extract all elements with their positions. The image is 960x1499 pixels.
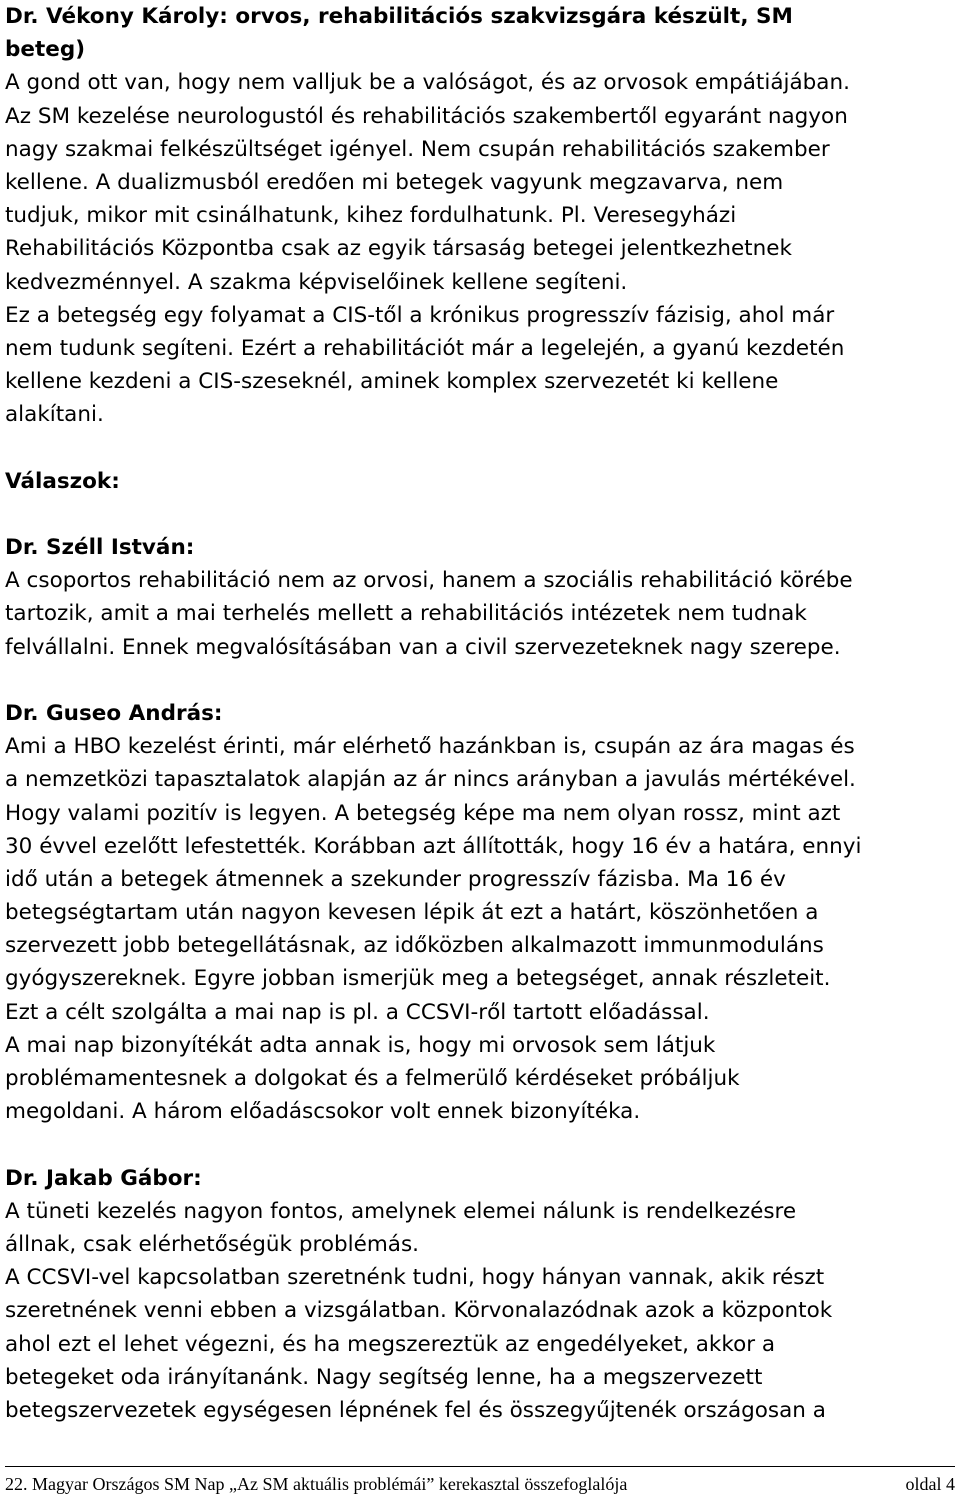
intro-title-line: beteg)	[5, 37, 86, 63]
answer-text-line: ahol ezt el lehet végezni, és ha megszereztük az engedélyeket, akkor a	[5, 1331, 776, 1357]
spacer	[5, 1128, 955, 1161]
spacer	[5, 431, 955, 464]
intro-text-line: Rehabilitációs Központba csak az egyik társaság betegei jelentkezhetnek	[5, 236, 792, 262]
answer-text-line: problémamentesnek a dolgokat és a felmerülő kérdéseket próbáljuk	[5, 1066, 740, 1091]
intro-text-line: Ez a betegség egy folyamat a CIS-től a krónikus progresszív fázisig, ahol már	[5, 302, 835, 328]
intro-text-line: kellene. A dualizmusból eredően mi betegek vagyunk megzavarva, nem	[5, 169, 784, 195]
footer-document-title: 22. Magyar Országos SM Nap „Az SM aktuális problémái” kerekasztal összefoglalója	[5, 1474, 628, 1494]
answer-text-line: A csoportos rehabilitáció nem az orvosi, hanem a szociális rehabilitáció körébe	[5, 568, 853, 594]
answer-text-line: állnak, csak elérhetőségük problémás.	[5, 1231, 420, 1257]
answer-text-line: betegszervezetek egységesen lépnének fel és összegyűjtenék országosan a	[5, 1397, 826, 1423]
answers-heading: Válaszok:	[5, 468, 120, 494]
speaker-name: Dr. Guseo András:	[5, 700, 223, 726]
document-page	[5, 0, 955, 1427]
intro-text-line: alakítani.	[5, 402, 104, 428]
answer-text-line: a nemzetközi tapasztalatok alapján az ár nincs arányban a javulás mértékével.	[5, 767, 856, 793]
answer-text-line: 30 évvel ezelőtt lefestették. Korábban azt állították, hogy 16 év a határa, ennyi	[5, 833, 862, 859]
page-footer	[5, 1466, 955, 1495]
answer-text-line: A tüneti kezelés nagyon fontos, amelynek elemei nálunk is rendelkezésre	[5, 1198, 797, 1224]
answer-text-line: A mai nap bizonyítékát adta annak is, hogy mi orvosok sem látjuk	[5, 1032, 716, 1058]
speaker-name: Dr. Széll István:	[5, 535, 195, 560]
speaker-section-szell	[5, 531, 955, 664]
intro-text-line: A gond ott van, hogy nem valljuk be a valóságot, és az orvosok empátiájában.	[5, 70, 850, 96]
spacer	[5, 498, 955, 531]
intro-text-line: kedvezménnyel. A szakma képviselőinek kellene segíteni.	[5, 269, 628, 295]
answer-text-line: gyógyszereknek. Egyre jobban ismerjük meg a betegséget, annak részleteit.	[5, 966, 831, 992]
answer-text-line: felvállalni. Ennek megvalósításában van a civil szervezeteknek nagy szerepe.	[5, 634, 841, 660]
intro-text-line: nagy szakmai felkészültséget igényel. Nem csupán rehabilitációs szakember	[5, 136, 830, 162]
intro-text-line: kellene kezdeni a CIS-szeseknél, aminek komplex szervezetét ki kellene	[5, 369, 779, 395]
answer-text-line: betegeket oda irányítanánk. Nagy segítség lenne, ha a megszervezett	[5, 1364, 763, 1390]
intro-text-line: tudjuk, mikor mit csinálhatunk, kihez fordulhatunk. Pl. Veresegyházi	[5, 203, 737, 229]
answer-text-line: idő után a betegek átmennek a szekunder progresszív fázisba. Ma 16 év	[5, 866, 786, 892]
answer-text-line: Hogy valami pozitív is legyen. A betegség képe ma nem olyan rossz, mint azt	[5, 800, 841, 826]
answer-text-line: Ami a HBO kezelést érinti, már elérhető hazánkban is, csupán az ára magas és	[5, 734, 855, 760]
answer-text-line: betegségtartam után nagyon kevesen lépik át ezt a határt, köszönhetően a	[5, 900, 819, 926]
intro-section	[5, 0, 955, 431]
intro-text-line: Az SM kezelése neurologustól és rehabilitációs szakembertől egyaránt nagyon	[5, 103, 848, 129]
answer-text-line: A CCSVI-vel kapcsolatban szeretnénk tudni, hogy hányan vannak, akik részt	[5, 1265, 825, 1291]
intro-text-line: nem tudunk segíteni. Ezért a rehabilitációt már a legelején, a gyanú kezdetén	[5, 335, 845, 361]
answer-text-line: szeretnének venni ebben a vizsgálatban. Körvonalazódnak azok a központok	[5, 1298, 833, 1324]
speaker-name: Dr. Jakab Gábor:	[5, 1165, 202, 1191]
answer-text-line: megoldani. A három előadáscsokor volt ennek bizonyítéka.	[5, 1099, 641, 1125]
speaker-section-guseo	[5, 697, 955, 1128]
spacer	[5, 664, 955, 697]
answer-text-line: Ezt a célt szolgálta a mai nap is pl. a CCSVI-ről tartott előadással.	[5, 999, 710, 1025]
answer-text-line: tartozik, amit a mai terhelés mellett a rehabilitációs intézetek nem tudnak	[5, 601, 807, 627]
footer-page-number: oldal 4	[905, 1474, 955, 1494]
answer-text-line: szervezett jobb betegellátásnak, az időközben alkalmazott immunmoduláns	[5, 933, 824, 959]
speaker-section-jakab	[5, 1162, 955, 1428]
intro-title-line: Dr. Vékony Károly: orvos, rehabilitációs szakvizsgára készült, SM	[5, 4, 793, 29]
